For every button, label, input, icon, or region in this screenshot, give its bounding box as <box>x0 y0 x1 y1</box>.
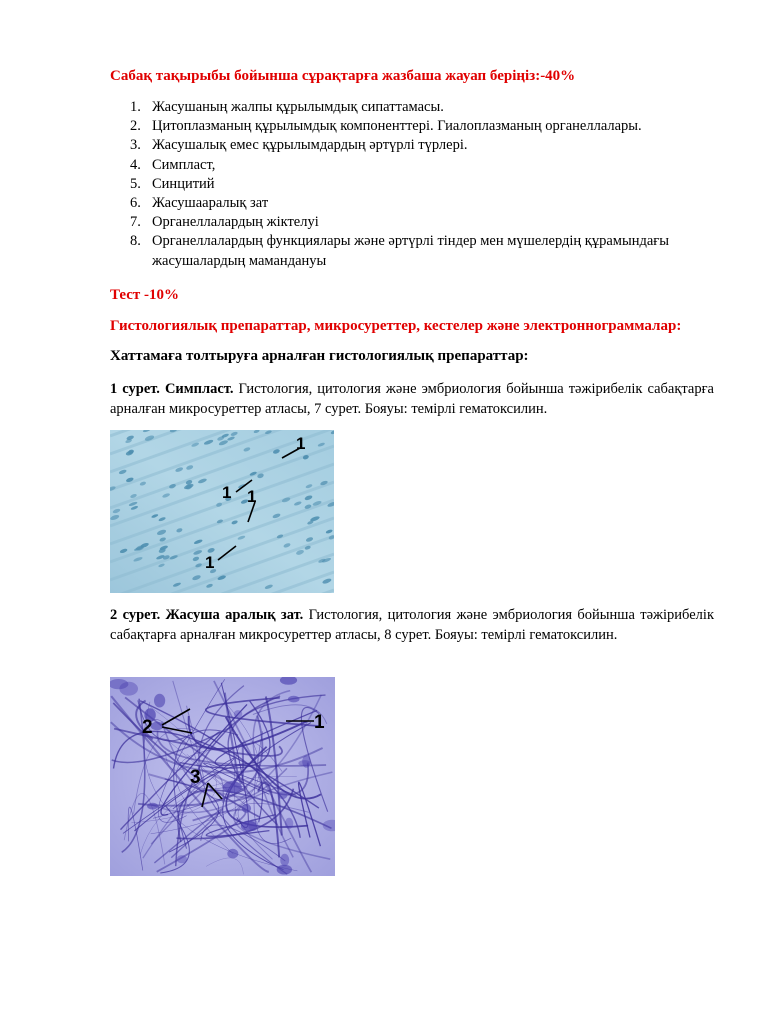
figure2-caption <box>110 605 714 645</box>
list-item: 6. Жасушааралық зат <box>130 195 269 212</box>
figure1-caption <box>110 379 714 419</box>
figure2-label: 3 <box>190 767 201 788</box>
figure2-text: Гистология, цитология және эмбриология бойынша тәжірибелік сабақтарға арналған микросуреттер атласы, 8 сурет. Бояуы: темірлі гематоксилин. <box>110 607 714 643</box>
list-item: 4. Симпласт, <box>130 156 216 173</box>
list-item: 3. Жасушалық емес құрылымдардың әртүрлі түрлері. <box>130 137 468 154</box>
list-item: 7. Органеллалардың жіктелуі <box>130 214 319 231</box>
questions-heading: Сабақ тақырыбы бойынша сұрақтарға жазбаша жауап беріңіз:-40% <box>110 68 576 84</box>
figure1-label: 1 <box>296 434 306 453</box>
figure2-label: 1 <box>314 712 325 733</box>
figure1-label: 1 <box>222 483 232 502</box>
test-heading: Тест -10% <box>110 287 180 303</box>
list-item: 8. Органеллалардың функциялары және әртүрлі тіндер мен мүшелердің құрамындағы жасушалардың мамандануы <box>130 233 669 269</box>
list-item: 2. Цитоплазманың құрылымдық компоненттері. Гиалоплазманың органеллалары. <box>130 118 642 135</box>
figure1-label: 1 <box>247 487 257 506</box>
figure2-label: 2 <box>142 717 153 738</box>
figure2-micrograph <box>110 677 335 876</box>
figure1-micrograph <box>110 430 334 593</box>
questions-list <box>110 98 720 271</box>
figure1-text: Гистология, цитология және эмбриология бойынша тәжірибелік сабақтарға арналған микросуреттер атласы, 7 сурет. Бояуы: темірлі гематоксилин. <box>110 381 714 417</box>
list-item: 1. Жасушаның жалпы құрылымдық сипаттамасы. <box>130 99 444 115</box>
list-item: 5. Синцитий <box>130 175 215 192</box>
figure1-title: 1 сурет. Симпласт. <box>110 381 234 397</box>
preparations-heading: Гистологиялық препараттар, микросуреттер, кестелер және электроннограммалар: <box>110 318 682 334</box>
figure2-title: 2 сурет. Жасуша аралық зат. <box>110 607 304 623</box>
figure1-label: 1 <box>205 553 215 572</box>
protocol-heading: Хаттамаға толтыруға арналған гистологиялық препараттар: <box>110 348 529 364</box>
